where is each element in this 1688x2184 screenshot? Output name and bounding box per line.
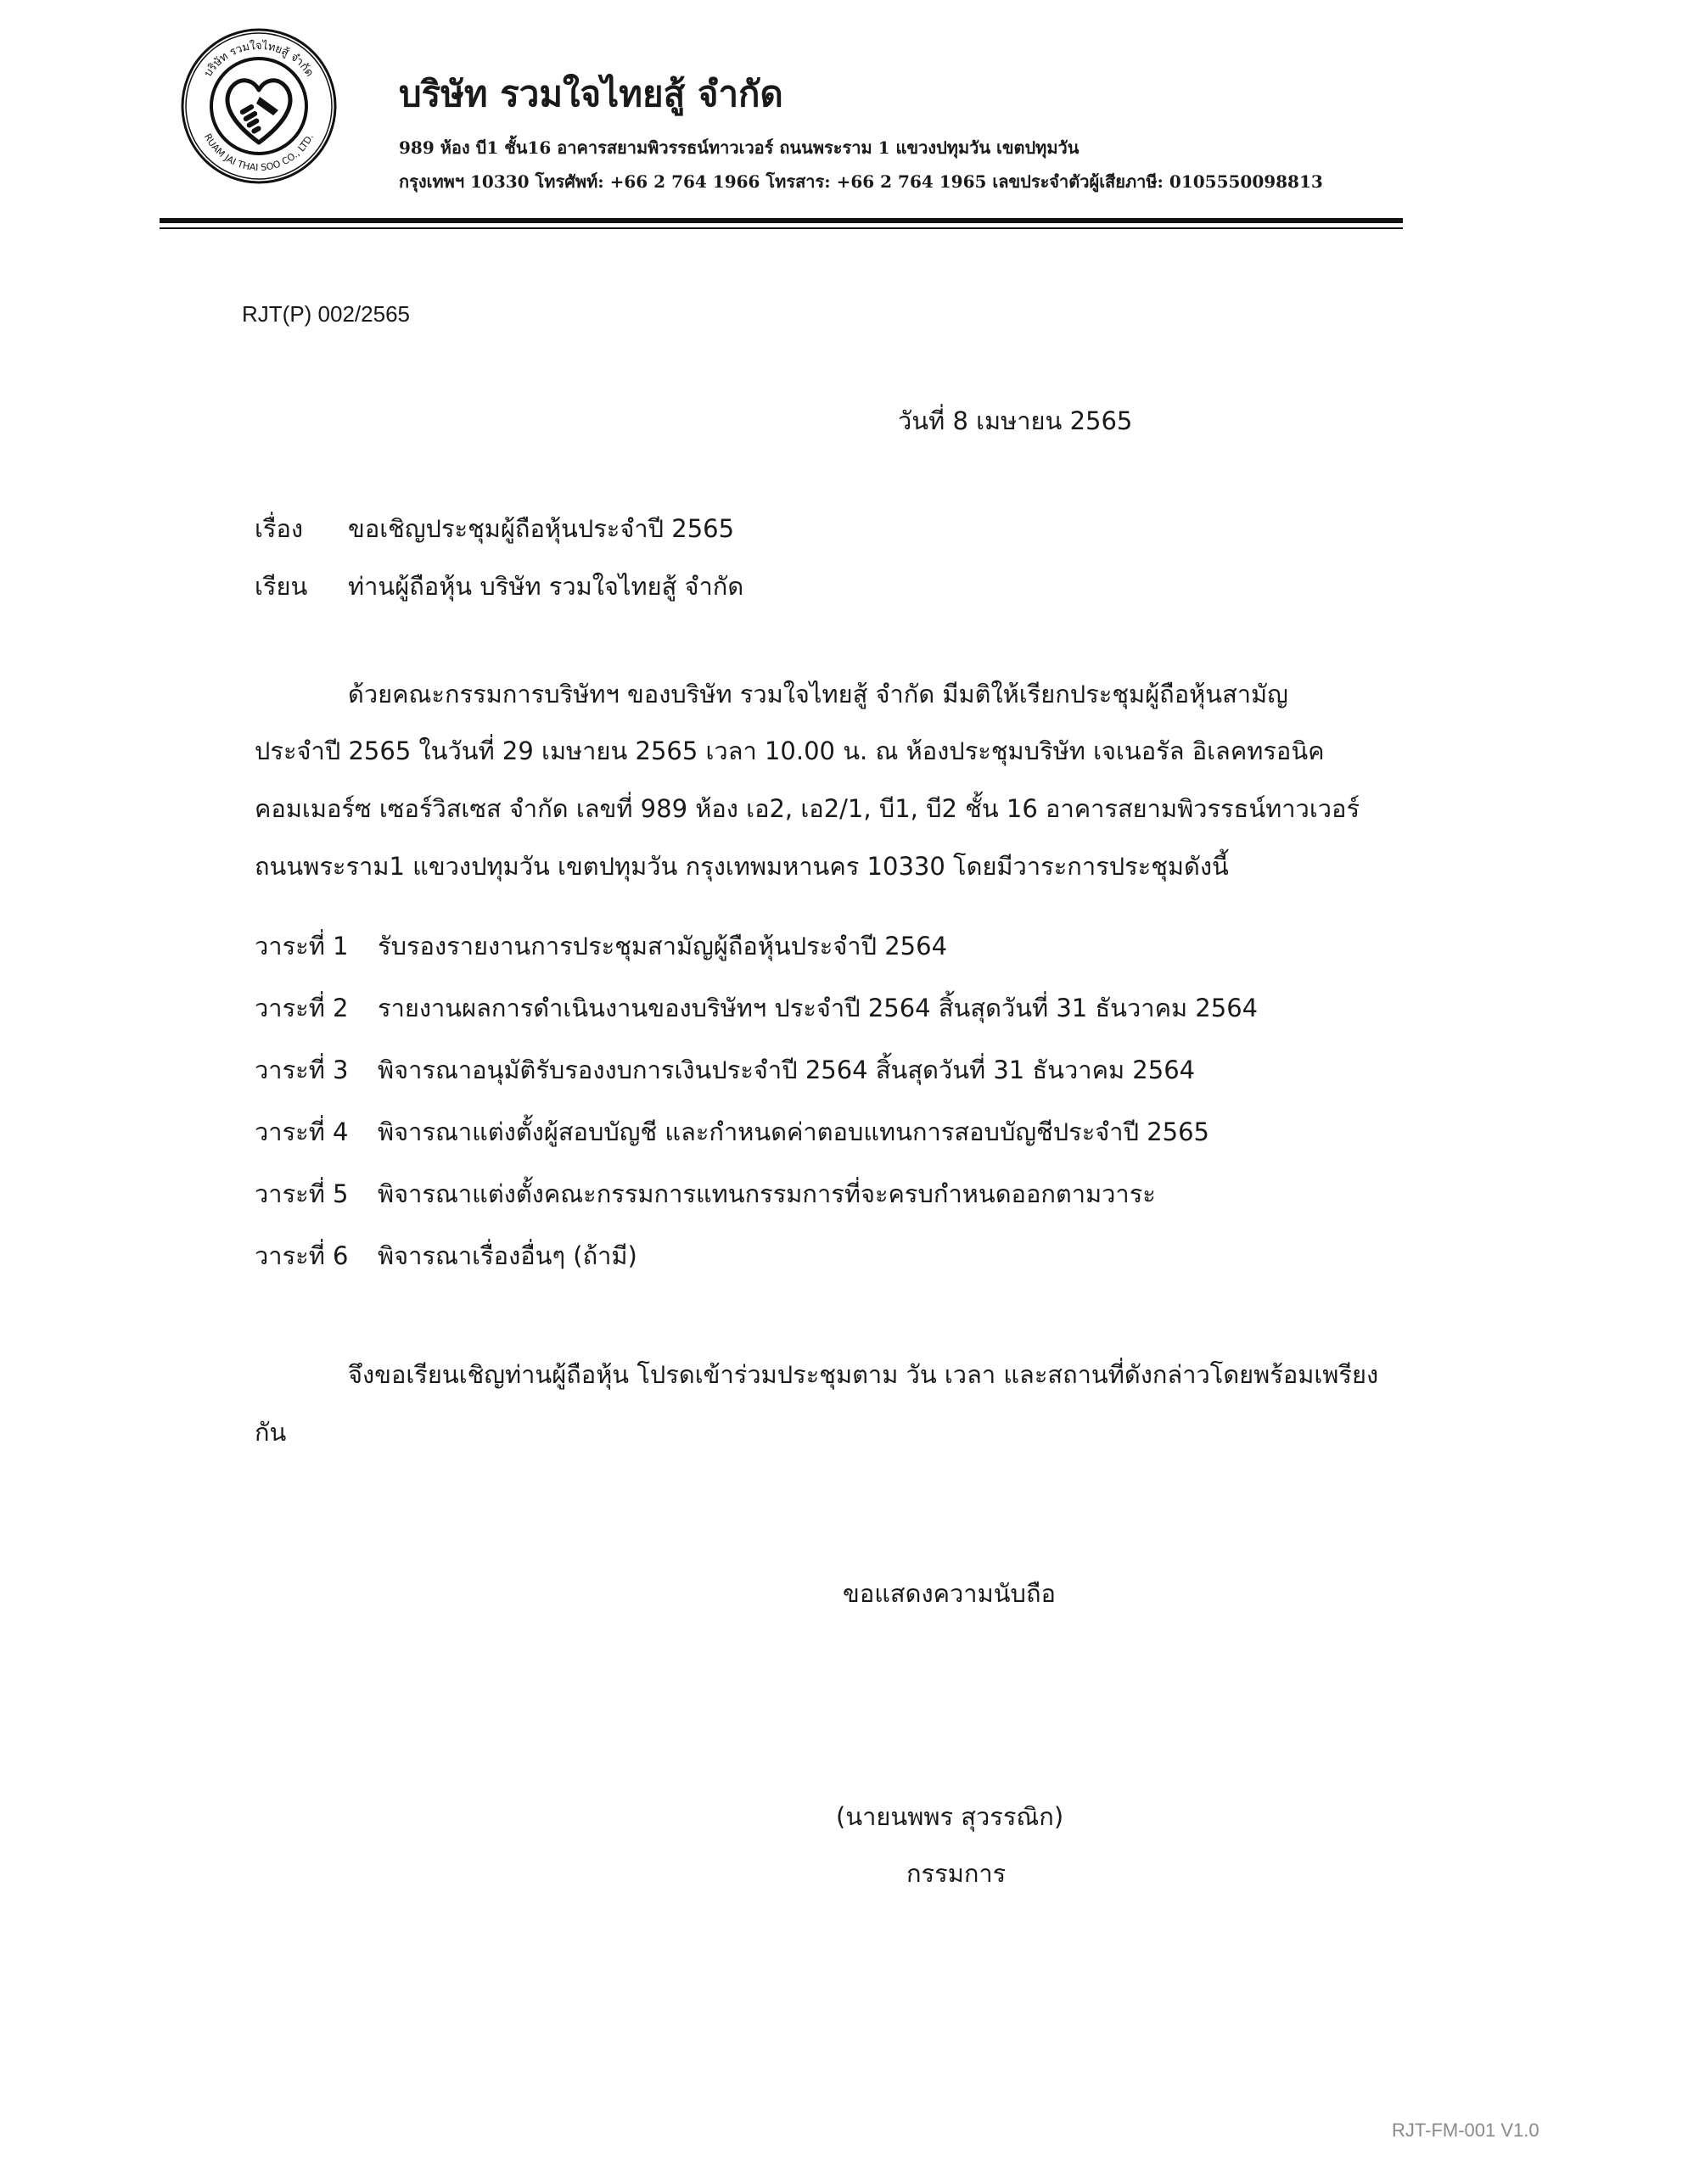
agenda-number: วาระที่ 5 <box>255 1179 349 1208</box>
agenda-text: พิจารณาเรื่องอื่นๆ (ถ้ามี) <box>378 1241 637 1270</box>
letter-date: วันที่ 8 เมษายน 2565 <box>898 406 1133 435</box>
form-code: RJT-FM-001 V1.0 <box>1392 2120 1539 2141</box>
agenda-text: รับรองรายงานการประชุมสามัญผู้ถือหุ้นประจำปี 2564 <box>378 932 948 960</box>
body-line: ประจำปี 2565 ในวันที่ 29 เมษายน 2565 เวลา 10.00 น. ณ ห้องประชุมบริษัท เจเนอรัล อิเลคทรอนิค <box>255 736 1325 765</box>
agenda-text: พิจารณาแต่งตั้งคณะกรรมการแทนกรรมการที่จะครบกำหนดออกตามวาระ <box>378 1179 1156 1208</box>
logo-ring-text-bottom: RUAM JAI THAI SOO CO., LTD. <box>201 132 316 174</box>
body-line: ด้วยคณะกรรมการบริษัทฯ ของบริษัท รวมใจไทยสู้ จำกัด มีมติให้เรียกประชุมผู้ถือหุ้นสามัญ <box>348 680 1288 708</box>
company-address-line1: 989 ห้อง บี1 ชั้น16 อาคารสยามพิวรรธน์ทาวเวอร์ ถนนพระราม 1 แขวงปทุมวัน เขตปทุมวัน <box>399 137 1080 158</box>
sign-off: ขอแสดงความนับถือ <box>843 1579 1056 1608</box>
logo-ring-text-top: บริษัท รวมใจไทยสู้ จำกัด <box>201 40 317 80</box>
agenda-number: วาระที่ 3 <box>255 1056 349 1084</box>
recipient-label: เรียน <box>255 572 308 601</box>
signer-name: (นายนพพร สุวรรณิก) <box>836 1802 1064 1831</box>
letterhead-divider <box>160 218 1403 223</box>
recipient-text: ท่านผู้ถือหุ้น บริษัท รวมใจไทยสู้ จำกัด <box>348 572 744 601</box>
closing-line: จึงขอเรียนเชิญท่านผู้ถือหุ้น โปรดเข้าร่วมประชุมตาม วัน เวลา และสถานที่ดังกล่าวโดยพร้อมเพรียง <box>348 1360 1379 1389</box>
body-line: ถนนพระราม1 แขวงปทุมวัน เขตปทุมวัน กรุงเทพมหานคร 10330 โดยมีวาระการประชุมดังนี้ <box>255 852 1229 881</box>
subject-label: เรื่อง <box>255 514 304 543</box>
agenda-number: วาระที่ 4 <box>255 1117 349 1146</box>
company-logo-seal-icon <box>178 25 339 187</box>
agenda-number: วาระที่ 1 <box>255 932 349 960</box>
closing-line: กัน <box>255 1418 287 1447</box>
letterhead-divider-thin <box>160 227 1403 229</box>
subject-text: ขอเชิญประชุมผู้ถือหุ้นประจำปี 2565 <box>348 514 735 543</box>
signer-title: กรรมการ <box>906 1859 1007 1888</box>
reference-number: RJT(P) 002/2565 <box>242 301 410 327</box>
agenda-number: วาระที่ 2 <box>255 994 349 1022</box>
agenda-text: รายงานผลการดำเนินงานของบริษัทฯ ประจำปี 2564 สิ้นสุดวันที่ 31 ธันวาคม 2564 <box>378 994 1259 1022</box>
body-line: คอมเมอร์ซ เซอร์วิสเซส จำกัด เลขที่ 989 ห้อง เอ2, เอ2/1, บี1, บี2 ชั้น 16 อาคารสยามพิวรรธน์ทาวเวอร์ <box>255 794 1360 823</box>
agenda-number: วาระที่ 6 <box>255 1241 349 1270</box>
agenda-text: พิจารณาแต่งตั้งผู้สอบบัญชี และกำหนดค่าตอบแทนการสอบบัญชีประจำปี 2565 <box>378 1117 1210 1146</box>
company-name: บริษัท รวมใจไทยสู้ จำกัด <box>399 73 783 115</box>
agenda-text: พิจารณาอนุมัติรับรองงบการเงินประจำปี 2564 สิ้นสุดวันที่ 31 ธันวาคม 2564 <box>378 1056 1196 1084</box>
company-address-line2: กรุงเทพฯ 10330 โทรศัพท์: +66 2 764 1966 โทรสาร: +66 2 764 1965 เลขประจำตัวผู้เสียภาษี: 0105550098813 <box>399 171 1323 192</box>
